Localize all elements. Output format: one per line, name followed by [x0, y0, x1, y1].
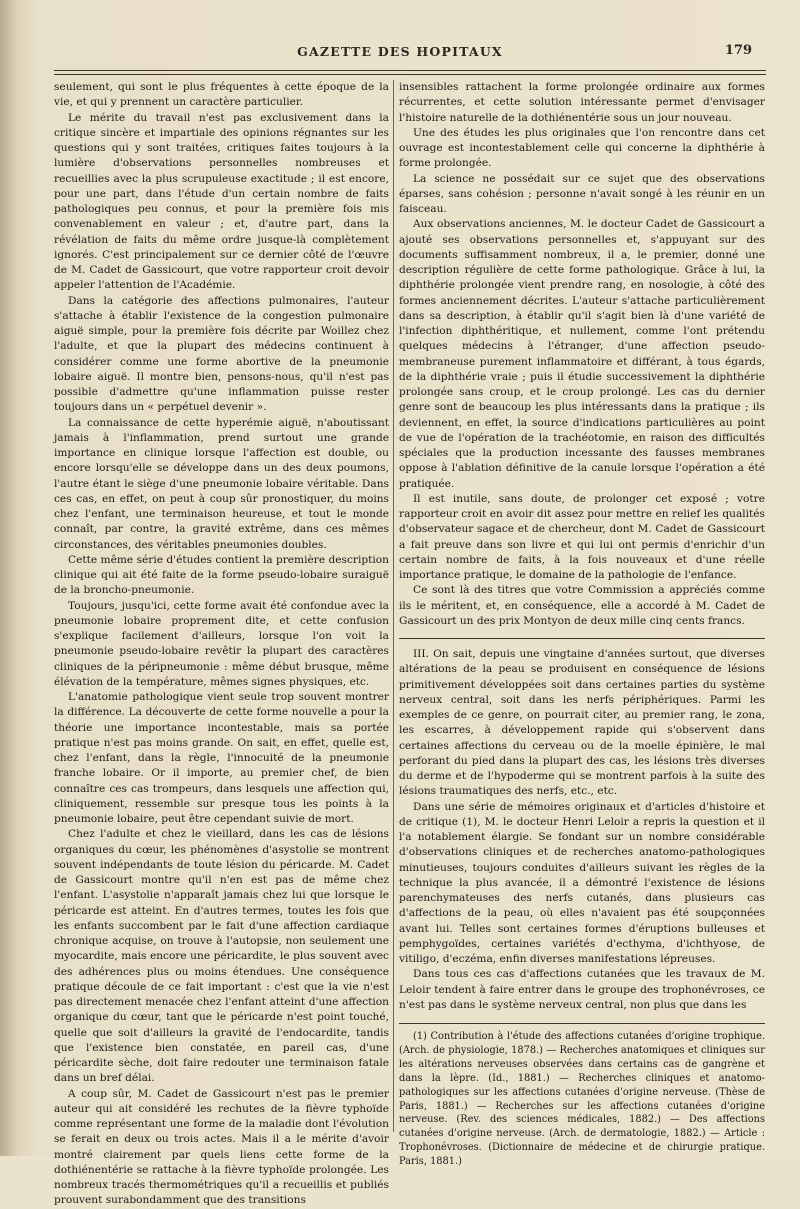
column-divider — [393, 80, 394, 1132]
section-separator — [399, 638, 765, 639]
paragraph: L'anatomie pathologique vient seule trop souvent montrer la différence. La découverte de cette forme nouvelle a pour la théorie une importance incontestable, mais sa portée pratique n'est pas moins grande. On sait, en effet, quelle est, chez l'enfant, dans la règle, l'innocuité de la pneumonie franche lobaire. Or il importe, au premier chef, de bien connaître ces cas trompeurs, dans lesquels une affection qui, cliniquement, ressemble sur presque tous les points à la pneumonie lobaire, peut être cependant suivie de mort. — [54, 691, 389, 825]
right-column — [399, 80, 765, 1169]
paragraph: Il est inutile, sans doute, de prolonger cet exposé ; votre rapporteur croit en avoir dit assez pour mettre en relief les qualités d'observateur sagace et de chercheur, dont M. Cadet de Gassicourt a fait preuve dans son livre et qui lui ont permis d'enrichir d'un certain nombre de faits, à la fois nouveaux et d'une réelle importance pratique, le domaine de la pathologie de l'enfance. — [399, 492, 765, 581]
footnote: (1) Contribution à l'étude des affections cutanées d'origine trophique. (Arch. de physiologie, 1878.) — Recherches anatomiques et cliniques sur les altérations nerveuses observées dans certains cas de gangrène et dans la lèpre. (Id., 1881.) — Recherches cliniques et anatomo-pathologiques sur les affections cutanées d'origine nerveuse. (Thèse de Paris, 1881.) — Recherches sur les affections cutanées d'origine nerveuse. (Rev. des sciences médicales, 1882.) — Des affections cutanées d'origine nerveuse. (Arch. de dermatologie, 1882.) — Article : Trophonévroses. (Dictionnaire de médecine et de chirurgie pratique. Paris, 1881.) — [399, 1031, 765, 1168]
section-paragraph: Dans une série de mémoires originaux et d'articles d'histoire et de critique (1), M. le docteur Henri Leloir a repris la question et il l'a notablement élargie. Se fondant sur un nombre considérable d'observations cliniques et de recherches anatomo-pathologiques minutieuses, toujours conduites d'ailleurs suivant les règles de la technique la plus avancée, il a démontré l'existence de lésions parenchymateuses des nerfs cutanés, dans plusieurs cas d'affections de la peau, où elles n'avaient pas été soupçonnées avant lui. Telles sont certaines formes d'éruptions bulleuses et pemphygoïdes, certaines variétés d'ecthyma, d'ichthyose, de vitiligo, d'eczéma, enfin diverses manifestations lépreuses. — [399, 800, 765, 965]
paragraph: seulement, qui sont le plus fréquentes à cette époque de la vie, et qui y prennent un caractère particulier. — [54, 81, 389, 109]
paragraph: Une des études les plus originales que l'on rencontre dans cet ouvrage est incontestablement celle qui concerne la diphthérie à forme prolongée. — [399, 126, 765, 170]
paragraph: insensibles rattachent la forme prolongée ordinaire aux formes récurrentes, et cette solution intéressante permet d'envisager l'histoire naturelle de la dothiénentérie sous un jour nouveau. — [399, 81, 765, 124]
footnotes — [399, 1030, 765, 1169]
page-gutter-shadow — [0, 0, 18, 1156]
paragraph: La science ne possédait sur ce sujet que des observations éparses, sans cohésion ; personne n'avait songé à les réunir en un faisceau. — [399, 172, 765, 215]
page-header — [0, 40, 800, 64]
header-rule-thin — [54, 74, 766, 75]
paragraph: A coup sûr, M. Cadet de Gassicourt n'est pas le premier auteur qui ait considéré les rechutes de la fièvre typhoïde comme représentant une forme de la maladie dont l'évolution se ferait en deux ou trois actes. Mais il a le mérite d'avoir montré clairement par quels liens cette forme de la dothiénentérie se rattache à la fièvre typhoïde prolongée. Les nombreux tracés thermométriques qu'il a recueillis et publiés prouvent surabondamment que des transitions — [54, 1087, 389, 1207]
paragraph: Ce sont là des titres que votre Commission a appréciés comme ils le méritent, et, en conséquence, elle a accordé à M. Cadet de Gassicourt un des prix Montyon de deux mille cinq cents francs. — [399, 584, 765, 627]
paragraph: La connaissance de cette hyperémie aiguë, n'aboutissant jamais à l'inflammation, prend surtout une grande importance en clinique lorsque l'affection est double, ou encore lorsqu'elle se développe dans un des deux poumons, l'autre étant le siège d'une pneumonie lobaire véritable. Dans ces cas, en effet, on peut à coup sûr pronostiquer, du moins chez l'enfant, une terminaison heureuse, et tout le monde connaît, par contre, la gravité extrême, dans ces mêmes circonstances, des véritables pneumonies doubles. — [54, 416, 389, 551]
section-paragraph: Dans tous ces cas d'affections cutanées que les travaux de M. Leloir tendent à faire entrer dans le groupe des trophonévroses, ce n'est pas dans le système nerveux central, non plus que dans les — [399, 968, 765, 1011]
paragraph: Toujours, jusqu'ici, cette forme avait été confondue avec la pneumonie lobaire proprement dite, et cette confusion s'explique facilement d'ailleurs, lorsque l'on voit la pneumonie pseudo-lobaire revêtir la plupart des caractères cliniques de la péripneumonie : même début brusque, même élévation de la température, mêmes signes physiques, etc. — [54, 599, 389, 688]
paragraph: Cette même série d'études contient la première description clinique qui ait été faite de la forme pseudo-lobaire suraiguë de la broncho-pneumonie. — [54, 553, 389, 597]
paragraph: Chez l'adulte et chez le vieillard, dans les cas de lésions organiques du cœur, les phénomènes d'asystolie se montrent souvent indépendants de toute lésion du péricarde. M. Cadet de Gassicourt montre qu'il n'en est pas de même chez l'enfant. L'asystolie n'apparaît jamais chez lui que lorsque le péricarde est atteint. En d'autres termes, toutes les fois que les enfants succombent par le fait d'une affection cardiaque chronique acquise, on trouve à l'autopsie, non seulement une myocardite, mais encore une péricardite, le plus souvent avec des adhérences plus ou moins étendues. Une conséquence pratique découle de ce fait important : c'est que la vie n'est pas directement menacée chez l'enfant atteint d'une affection organique du cœur, tant que le péricarde n'est point touché, quelle que soit d'ailleurs la gravité de l'endocardite, tandis que l'existence bien constatée, en pareil cas, d'une péricardite sèche, doit faire redouter une terminaison fatale dans un bref délai. — [54, 828, 389, 1085]
paragraph: Dans la catégorie des affections pulmonaires, l'auteur s'attache à établir l'existence de la congestion pulmonaire aiguë simple, pour la première fois décrite par Woillez chez l'adulte, et que la plupart des médecins continuent à considérer comme une forme abortive de la pneumonie lobaire aiguë. Il montre bien, pensons-nous, qu'il n'est pas possible d'admettre qu'une inflammation puisse rester toujours dans un « perpétuel devenir ». — [54, 294, 389, 414]
running-title: GAZETTE DES HOPITAUX — [297, 44, 503, 59]
left-column — [54, 80, 389, 1209]
header-rule-thick — [54, 70, 766, 71]
footnote-separator — [399, 1023, 765, 1024]
page-number: 179 — [724, 43, 752, 58]
section-paragraph: III. On sait, depuis une vingtaine d'années surtout, que diverses altérations de la peau se produisent en conséquence de lésions primitivement développées soit dans certaines parties du système nerveux central, soit dans les nerfs périphériques. Parmi les exemples de ce genre, on pourrait citer, au premier rang, le zona, les escarres, à développement rapide qui s'observent dans certaines affections du cerveau ou de la moelle épinière, le mal perforant du pied dans la plupart des cas, les lésions très diverses du derme et de l'hypoderme qui se montrent parfois à la suite des lésions traumatiques des nerfs, etc., etc. — [399, 648, 765, 798]
paragraph: Le mérite du travail n'est pas exclusivement dans la critique sincère et impartiale des opinions régnantes sur les questions qui y sont traitées, critiques faites toujours à la lumière d'observations personnelles nombreuses et recueillies avec la plus scrupuleuse exactitude ; il est encore, pour une part, dans l'étude d'un certain nombre de faits pathologiques peu connus, et pour la première fois mis convenablement en valeur ; et, d'autre part, dans la révélation de faits du même ordre jusque-là complètement ignorés. C'est principalement sur ce dernier côté de l'œuvre de M. Cadet de Gassicourt, que votre rapporteur croit devoir appeler l'attention de l'Académie. — [54, 111, 389, 292]
paragraph: Aux observations anciennes, M. le docteur Cadet de Gassicourt a ajouté ses observations personnelles et, s'appuyant sur des documents suffisamment nombreux, il a, le premier, donné une description régulière de cette forme pathologique. Grâce à lui, la diphthérie prolongée vient prendre rang, en nosologie, à côté des formes anciennement décrites. L'auteur s'attache particulièrement dans sa description, à établir qu'il s'agit bien là d'une variété de l'infection diphthéritique, et nullement, comme l'ont prétendu quelques médecins à l'étranger, d'une affection pseudo-membraneuse purement inflammatoire et différant, à tous égards, de la diphthérie vraie ; puis il étudie successivement la diphthérie prolongée sans croup, et le croup prolongé. Les cas du dernier genre sont de beaucoup les plus intéressants dans la pratique ; ils deviennent, en effet, la source d'indications particulières au point de vue de l'opération de la trachéotomie, en raison des difficultés spéciales que la production incessante des fausses membranes oppose à l'ablation définitive de la canule lorsque l'opération a été pratiquée. — [399, 218, 765, 490]
